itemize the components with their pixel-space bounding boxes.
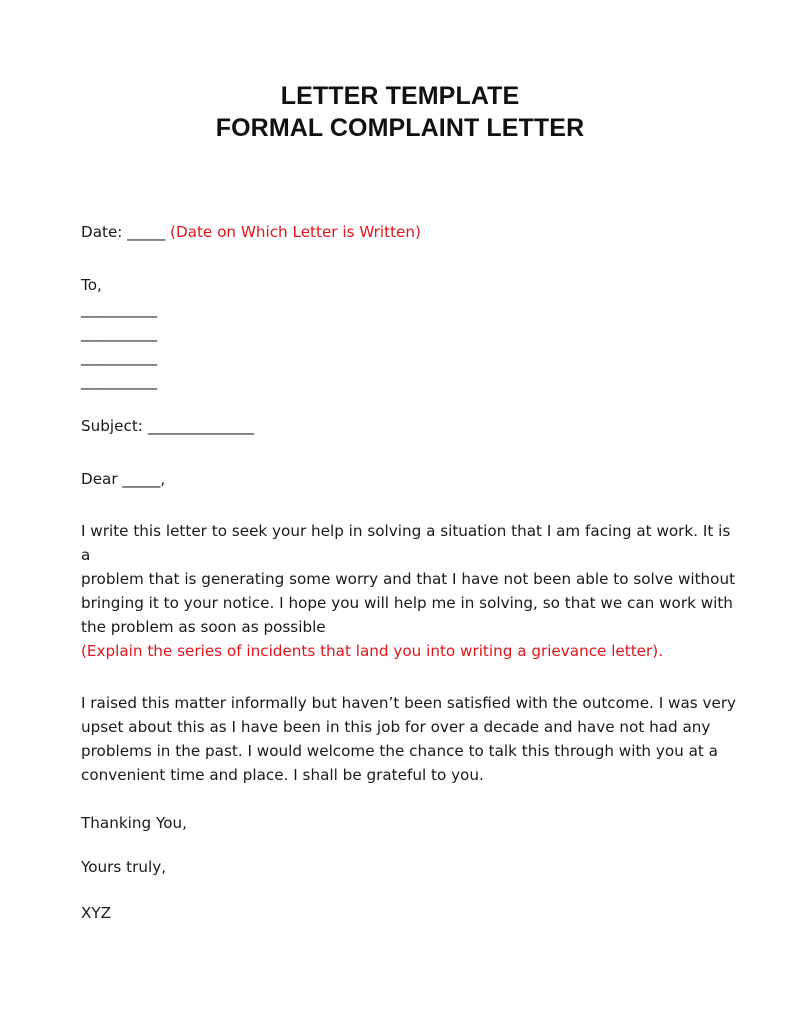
- address-line: __________: [81, 348, 157, 366]
- signature: XYZ: [81, 904, 112, 922]
- address-line: __________: [81, 324, 157, 342]
- closing-thanks: Thanking You,: [81, 814, 187, 832]
- salutation: Dear _____,: [81, 470, 166, 488]
- title-line-1: LETTER TEMPLATE: [280, 82, 520, 110]
- title-line-2: FORMAL COMPLAINT LETTER: [215, 114, 585, 142]
- paragraph-2-line: I raised this matter informally but haven’t been satisfied with the outcome. I was very: [81, 694, 737, 712]
- date-hint: (Date on Which Letter is Written): [170, 223, 421, 241]
- date-line: [81, 220, 741, 244]
- letter-title: [0, 80, 800, 144]
- address-line: __________: [81, 372, 157, 390]
- paragraph-1-line: the problem as soon as possible: [81, 618, 326, 636]
- paragraph-2: [81, 691, 741, 787]
- instruction-note: (Explain the series of incidents that land you into writing a grievance letter).: [81, 642, 664, 660]
- closing-yours: Yours truly,: [81, 858, 167, 876]
- subject-line: Subject: ______________: [81, 417, 255, 435]
- paragraph-1: [81, 519, 741, 639]
- paragraph-1-line: I write this letter to seek your help in solving a situation that I am facing at work. It is a: [81, 522, 731, 564]
- address-line: __________: [81, 300, 157, 318]
- paragraph-1-line: bringing it to your notice. I hope you will help me in solving, so that we can work with: [81, 594, 733, 612]
- paragraph-2-line: convenient time and place. I shall be grateful to you.: [81, 766, 484, 784]
- paragraph-2-line: upset about this as I have been in this job for over a decade and have not had any: [81, 718, 711, 736]
- address-block: [81, 297, 741, 393]
- paragraph-2-line: problems in the past. I would welcome the chance to talk this through with you at a: [81, 742, 718, 760]
- to-label: To,: [81, 276, 102, 294]
- paragraph-1-line: problem that is generating some worry and that I have not been able to solve without: [81, 570, 736, 588]
- date-label: Date: _____: [81, 223, 166, 241]
